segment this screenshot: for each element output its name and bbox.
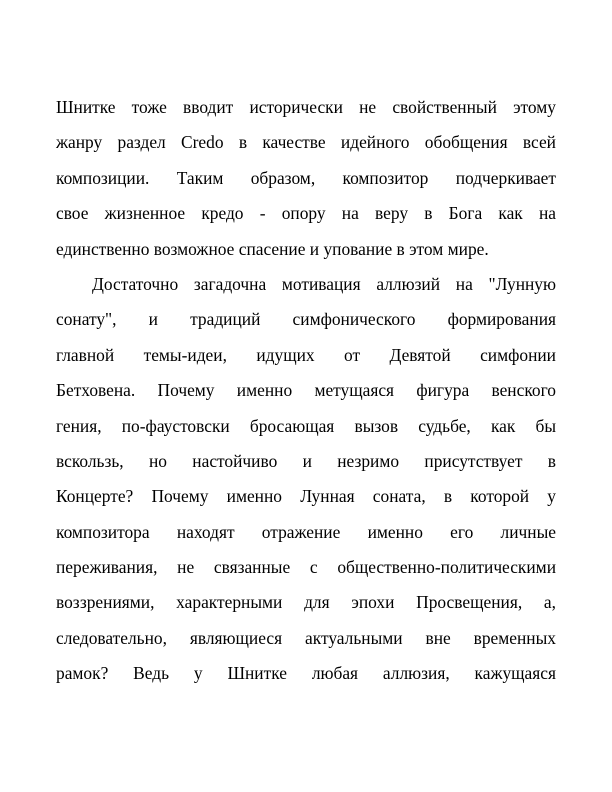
paragraph-2: [56, 267, 556, 692]
text-line: вскользь, но настойчиво и незримо присутствует в: [56, 450, 556, 471]
text-line: главной темы-идеи, идущих от Девятой симфонии: [56, 344, 556, 365]
text-line: следовательно, являющиеся актуальными вне временных: [56, 627, 556, 648]
text-line: рамок? Ведь у Шнитке любая аллюзия, кажущаяся: [56, 663, 556, 684]
text-line: свое жизненное кредо - опору на веру в Бога как на: [56, 203, 556, 224]
text-line: переживания, не связанные с общественно-политическими: [56, 557, 556, 578]
text-line: Шнитке тоже вводит исторически не свойственный этому: [56, 97, 556, 117]
body-text: [56, 90, 556, 692]
text-line: композитора находят отражение именно его личные: [56, 521, 556, 542]
text-line: единственно возможное спасение и упование в этом мире.: [56, 238, 489, 259]
text-line: Бетховена. Почему именно метущаяся фигура венского: [56, 380, 556, 401]
text-line: Концерте? Почему именно Лунная соната, в которой у: [56, 486, 556, 507]
text-line: гения, по-фаустовски бросающая вызов судьбе, как бы: [56, 415, 556, 436]
text-line: Достаточно загадочна мотивация аллюзий на "Лунную: [92, 273, 556, 294]
text-line: сонату", и традиций симфонического формирования: [56, 309, 556, 330]
text-line: жанру раздел Credo в качестве идейного обобщения всей: [56, 132, 556, 153]
paragraph-1: [56, 90, 556, 267]
text-line: композиции. Таким образом, композитор подчеркивает: [56, 167, 556, 188]
text-line: воззрениями, характерными для эпохи Просвещения, а,: [56, 592, 556, 613]
